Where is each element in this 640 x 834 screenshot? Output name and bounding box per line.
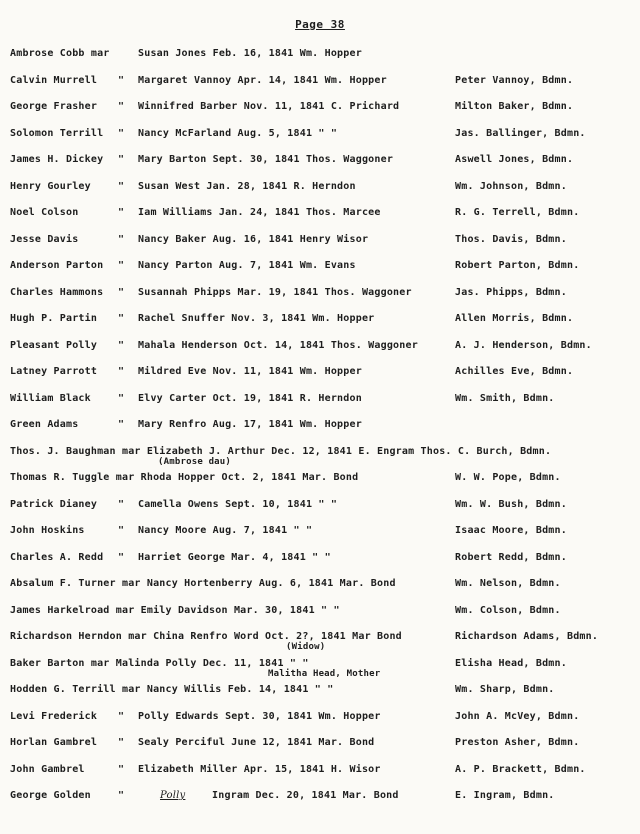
record-row <box>0 627 640 654</box>
marriage-details: Nancy Moore Aug. 7, 1841 " " <box>138 525 313 536</box>
ditto-mark: " <box>118 286 125 298</box>
ditto-mark: " <box>118 74 125 86</box>
marriage-records <box>0 44 640 813</box>
bondsman: John A. McVey, Bdmn. <box>455 710 580 722</box>
record-row <box>0 71 640 98</box>
groom-name: John Gambrel <box>10 763 85 775</box>
bondsman: Robert Parton, Bdmn. <box>455 260 580 271</box>
record-row <box>0 574 640 601</box>
record-row <box>0 733 640 760</box>
bondsman: Richardson Adams, Bdmn. <box>455 631 599 642</box>
record-note: (Widow) <box>286 642 326 652</box>
bondsman: Milton Baker, Bdmn. <box>455 101 574 112</box>
groom-name: Baker Barton mar Malinda Polly Dec. 11, 1841 " " <box>10 657 309 669</box>
bondsman: Wm. Johnson, Bdmn. <box>455 180 567 192</box>
record-row <box>0 256 640 283</box>
marriage-details: Mary Barton Sept. 30, 1841 Thos. Waggoner <box>138 154 394 165</box>
groom-name: James H. Dickey <box>10 154 104 165</box>
bondsman: Jas. Ballinger, Bdmn. <box>455 127 586 139</box>
marriage-details: Nancy McFarland Aug. 5, 1841 " " <box>138 127 338 139</box>
bondsman: Thos. Davis, Bdmn. <box>455 233 567 245</box>
bondsman: Wm. Smith, Bdmn. <box>455 392 555 404</box>
marriage-details: Polly Edwards Sept. 30, 1841 Wm. Hopper <box>138 710 381 722</box>
groom-name: Solomon Terrill <box>10 127 104 139</box>
bondsman: Wm. W. Bush, Bdmn. <box>455 498 567 510</box>
bondsman: E. Ingram, Bdmn. <box>455 790 555 801</box>
groom-name: Levi Frederick <box>10 710 98 722</box>
marriage-details: Iam Williams Jan. 24, 1841 Thos. Marcee <box>138 207 381 218</box>
record-row <box>0 442 640 469</box>
bondsman: Wm. Nelson, Bdmn. <box>455 578 561 589</box>
marriage-details: Ingram Dec. 20, 1841 Mar. Bond <box>212 790 399 801</box>
groom-name: Jesse Davis <box>10 233 79 245</box>
record-note: (Ambrose dau) <box>158 456 232 467</box>
groom-name: Ambrose Cobb mar <box>10 48 110 59</box>
ditto-mark: " <box>118 790 125 801</box>
marriage-details: Susannah Phipps Mar. 19, 1841 Thos. Waggoner <box>138 286 412 298</box>
record-row <box>0 97 640 124</box>
record-note: Malitha Head, Mother <box>268 668 381 679</box>
record-row <box>0 601 640 628</box>
groom-name: George Golden <box>10 790 91 801</box>
page-title: Page 38 <box>295 18 345 31</box>
record-row <box>0 707 640 734</box>
ditto-mark: " <box>118 551 125 563</box>
groom-name: Henry Gourley <box>10 180 91 192</box>
bondsman: Wm. Colson, Bdmn. <box>455 604 561 616</box>
ditto-mark: " <box>118 366 125 377</box>
marriage-details: Mahala Henderson Oct. 14, 1841 Thos. Waggoner <box>138 339 418 351</box>
record-row <box>0 336 640 363</box>
ditto-mark: " <box>118 260 125 271</box>
groom-name: Anderson Parton <box>10 260 104 271</box>
marriage-details: Mildred Eve Nov. 11, 1841 Wm. Hopper <box>138 366 362 377</box>
ditto-mark: " <box>118 233 125 245</box>
groom-name: Horlan Gambrel <box>10 737 98 748</box>
record-row <box>0 283 640 310</box>
groom-name: Hodden G. Terrill mar Nancy Willis Feb. 14, 1841 " " <box>10 684 334 695</box>
ditto-mark: " <box>118 154 125 165</box>
groom-name: William Black <box>10 392 91 404</box>
groom-name: James Harkelroad mar Emily Davidson Mar. 30, 1841 " " <box>10 604 340 616</box>
groom-name: Charles Hammons <box>10 286 104 298</box>
groom-name: Green Adams <box>10 419 79 430</box>
ditto-mark: " <box>118 207 125 218</box>
marriage-details: Sealy Perciful June 12, 1841 Mar. Bond <box>138 737 375 748</box>
record-row <box>0 309 640 336</box>
ditto-mark: " <box>118 127 125 139</box>
record-row <box>0 124 640 151</box>
marriage-details: Rachel Snuffer Nov. 3, 1841 Wm. Hopper <box>138 313 375 324</box>
ditto-mark: " <box>118 180 125 192</box>
bondsman: Preston Asher, Bdmn. <box>455 737 580 748</box>
groom-name: Calvin Murrell <box>10 74 98 86</box>
groom-name: Noel Colson <box>10 207 79 218</box>
ditto-mark: " <box>118 313 125 324</box>
bondsman: Aswell Jones, Bdmn. <box>455 154 574 165</box>
groom-name: Thomas R. Tuggle mar Rhoda Hopper Oct. 2, 1841 Mar. Bond <box>10 472 359 483</box>
record-row <box>0 680 640 707</box>
bondsman: Wm. Sharp, Bdmn. <box>455 684 555 695</box>
bondsman: Isaac Moore, Bdmn. <box>455 525 567 536</box>
record-row <box>0 786 640 813</box>
record-row <box>0 362 640 389</box>
record-row <box>0 230 640 257</box>
marriage-details: Elvy Carter Oct. 19, 1841 R. Herndon <box>138 392 362 404</box>
marriage-details: Susan West Jan. 28, 1841 R. Herndon <box>138 180 356 192</box>
groom-name: Latney Parrott <box>10 366 98 377</box>
bondsman: Robert Redd, Bdmn. <box>455 551 567 563</box>
handwritten-correction: Polly <box>160 790 186 801</box>
record-row <box>0 654 640 681</box>
bondsman: W. W. Pope, Bdmn. <box>455 472 561 483</box>
record-row <box>0 495 640 522</box>
record-row <box>0 468 640 495</box>
groom-name: Thos. J. Baughman mar Elizabeth J. Arthur Dec. 12, 1841 E. Engram Thos. C. Burch, Bdmn. <box>10 445 552 457</box>
ditto-mark: " <box>118 763 125 775</box>
bondsman: Achilles Eve, Bdmn. <box>455 366 574 377</box>
bondsman: A. J. Henderson, Bdmn. <box>455 339 592 351</box>
bondsman: Peter Vannoy, Bdmn. <box>455 74 574 86</box>
ditto-mark: " <box>118 710 125 722</box>
groom-name: Absalum F. Turner mar Nancy Hortenberry Aug. 6, 1841 Mar. Bond <box>10 578 396 589</box>
groom-name: Hugh P. Partin <box>10 313 98 324</box>
ditto-mark: " <box>118 737 125 748</box>
ditto-mark: " <box>118 525 125 536</box>
groom-name: Pleasant Polly <box>10 339 98 351</box>
ditto-mark: " <box>118 101 125 112</box>
groom-name: John Hoskins <box>10 525 85 536</box>
groom-name: George Frasher <box>10 101 98 112</box>
groom-name: Richardson Herndon mar China Renfro Word Oct. 2?, 1841 Mar Bond <box>10 631 402 642</box>
record-row <box>0 389 640 416</box>
record-row <box>0 415 640 442</box>
ditto-mark: " <box>118 339 125 351</box>
groom-name: Patrick Dianey <box>10 498 98 510</box>
marriage-details: Camella Owens Sept. 10, 1841 " " <box>138 498 338 510</box>
record-row <box>0 521 640 548</box>
record-row <box>0 203 640 230</box>
marriage-details: Susan Jones Feb. 16, 1841 Wm. Hopper <box>138 48 362 59</box>
bondsman: Jas. Phipps, Bdmn. <box>455 286 567 298</box>
bondsman: A. P. Brackett, Bdmn. <box>455 763 586 775</box>
marriage-details: Nancy Baker Aug. 16, 1841 Henry Wisor <box>138 233 369 245</box>
record-row <box>0 760 640 787</box>
bondsman: Elisha Head, Bdmn. <box>455 657 567 669</box>
bondsman: Allen Morris, Bdmn. <box>455 313 574 324</box>
ditto-mark: " <box>118 392 125 404</box>
record-row <box>0 44 640 71</box>
groom-name: Charles A. Redd <box>10 551 104 563</box>
marriage-details: Elizabeth Miller Apr. 15, 1841 H. Wisor <box>138 763 381 775</box>
marriage-details: Nancy Parton Aug. 7, 1841 Wm. Evans <box>138 260 356 271</box>
ditto-mark: " <box>118 498 125 510</box>
record-row <box>0 177 640 204</box>
record-row <box>0 548 640 575</box>
marriage-details: Winnifred Barber Nov. 11, 1841 C. Prichard <box>138 101 400 112</box>
ditto-mark: " <box>118 419 125 430</box>
marriage-details: Mary Renfro Aug. 17, 1841 Wm. Hopper <box>138 419 362 430</box>
marriage-details: Harriet George Mar. 4, 1841 " " <box>138 551 331 563</box>
bondsman: R. G. Terrell, Bdmn. <box>455 207 580 218</box>
record-row <box>0 150 640 177</box>
marriage-details: Margaret Vannoy Apr. 14, 1841 Wm. Hopper <box>138 74 387 86</box>
